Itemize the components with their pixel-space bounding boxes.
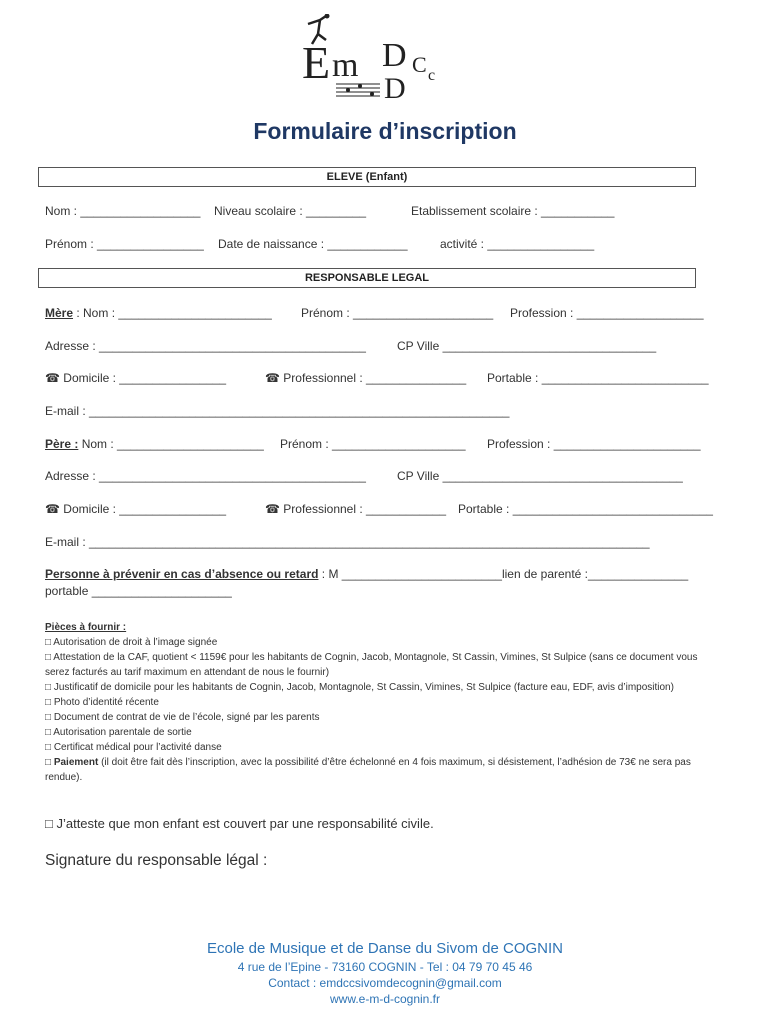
pere-professionnel-field[interactable]: Professionnel : ____________ [283, 502, 447, 516]
eleve-naissance-field[interactable]: Date de naissance : ____________ [218, 237, 408, 251]
pere-domicile-field[interactable]: Domicile : ________________ [63, 502, 227, 516]
pere-prenom-field[interactable]: Prénom : ____________________ [280, 437, 466, 451]
piece-item: □ Certificat médical pour l’activité danse [45, 742, 222, 753]
footer-school-name: Ecole de Musique et de Danse du Sivom de COGNIN [206, 940, 563, 957]
pere-adresse-field[interactable]: Adresse : ________________________________________ [45, 469, 366, 483]
eleve-niveau-field[interactable]: Niveau scolaire : _________ [214, 204, 367, 218]
pieces-header: Pièces à fournir : [45, 622, 127, 633]
mere-professionnel-field[interactable]: Professionnel : _______________ [283, 371, 467, 385]
piece-item: □ Autorisation parentale de sortie [45, 727, 192, 738]
mere-prenom-field[interactable]: Prénom : _____________________ [301, 306, 494, 320]
phone-icon: ☎ [45, 502, 60, 516]
mere-profession-field[interactable]: Profession : ___________________ [510, 306, 704, 320]
urgence-portable-field[interactable]: portable _____________________ [45, 584, 232, 598]
piece-item: □ Photo d’identité récente [45, 697, 159, 708]
pere-email-field[interactable]: E-mail : ____________________________________________________________________________________ [45, 535, 650, 549]
pere-nom-field[interactable]: Nom : ______________________ [78, 437, 264, 451]
form-title: Formulaire d’inscription [253, 118, 517, 144]
mere-adresse-field[interactable]: Adresse : ________________________________________ [45, 339, 366, 353]
mere-nom-field[interactable]: : Nom : _______________________ [73, 306, 272, 320]
footer-contact: Contact : emdccsivomdecognin@gmail.com [268, 976, 502, 990]
mere-label: Mère [45, 306, 74, 320]
signature-label: Signature du responsable légal : [45, 852, 268, 869]
pieces-list [45, 620, 720, 785]
eleve-activite-field[interactable]: activité : ________________ [440, 237, 595, 251]
eleve-prenom-field[interactable]: Prénom : ________________ [45, 237, 204, 251]
urgence-label: Personne à prévenir en cas d’absence ou retard [45, 567, 319, 581]
footer-website[interactable]: www.e-m-d-cognin.fr [329, 992, 441, 1006]
mere-domicile-field[interactable]: Domicile : ________________ [63, 371, 227, 385]
phone-icon: ☎ [265, 371, 280, 385]
piece-item: □ Justificatif de domicile pour les habitants de Cognin, Jacob, Montagnole, St Cassin, Vimines, St Sulpice (facture eau, EDF, avis d’imposition) [45, 682, 674, 693]
paiement-label: Paiement [53, 757, 99, 768]
svg-text:c: c [428, 67, 436, 84]
footer-address: 4 rue de l’Epine - 73160 COGNIN - Tel : 04 79 70 45 46 [237, 960, 533, 974]
mere-cpville-field[interactable]: CP Ville ________________________________ [397, 339, 657, 353]
eleve-nom-field[interactable]: Nom : __________________ [45, 204, 201, 218]
eleve-etablissement-field[interactable]: Etablissement scolaire : ___________ [411, 204, 615, 218]
piece-item: □ Attestation de la CAF, quotient < 1159€ pour les habitants de Cognin, Jacob, Montagnole, St Cassin, Vimines, St Sulpice (sans ce document vous serez facturés au tarif maximum en attendant de nous le fournir) [45, 652, 698, 678]
svg-text:m: m [332, 47, 359, 84]
school-logo [296, 14, 446, 102]
section-responsable-header: RESPONSABLE LEGAL [38, 268, 696, 288]
phone-icon: ☎ [265, 502, 280, 516]
pere-portable-field[interactable]: Portable : ______________________________ [458, 502, 713, 516]
piece-item: □ Autorisation de droit à l’image signée [45, 637, 218, 648]
pere-label: Père : [45, 437, 79, 451]
paiement-checkbox[interactable]: □ [45, 757, 54, 768]
piece-item-paiement [45, 755, 720, 785]
mere-portable-field[interactable]: Portable : _________________________ [487, 371, 709, 385]
section-eleve-header: ELEVE (Enfant) [38, 167, 696, 187]
mere-email-field[interactable]: E-mail : _______________________________________________________________ [45, 404, 510, 418]
svg-text:D: D [384, 72, 406, 102]
paiement-text: (il doit être fait dès l’inscription, avec la possibilité d’être échelonné en 4 fois maximum, si désistement, l’adhésion de 73€ ne sera pas rendue). [45, 757, 691, 783]
phone-icon: ☎ [45, 371, 60, 385]
svg-text:C: C [412, 52, 427, 77]
attestation-checkbox[interactable]: □ J’atteste que mon enfant est couvert par une responsabilité civile. [45, 816, 434, 831]
svg-text:E: E [302, 37, 331, 88]
svg-text:D: D [382, 37, 407, 74]
piece-item: □ Document de contrat de vie de l’école, signé par les parents [45, 712, 320, 723]
pere-profession-field[interactable]: Profession : ______________________ [487, 437, 701, 451]
pere-cpville-field[interactable]: CP Ville ____________________________________ [397, 469, 683, 483]
urgence-field[interactable]: : M ________________________lien de parenté :_______________ [318, 567, 689, 581]
